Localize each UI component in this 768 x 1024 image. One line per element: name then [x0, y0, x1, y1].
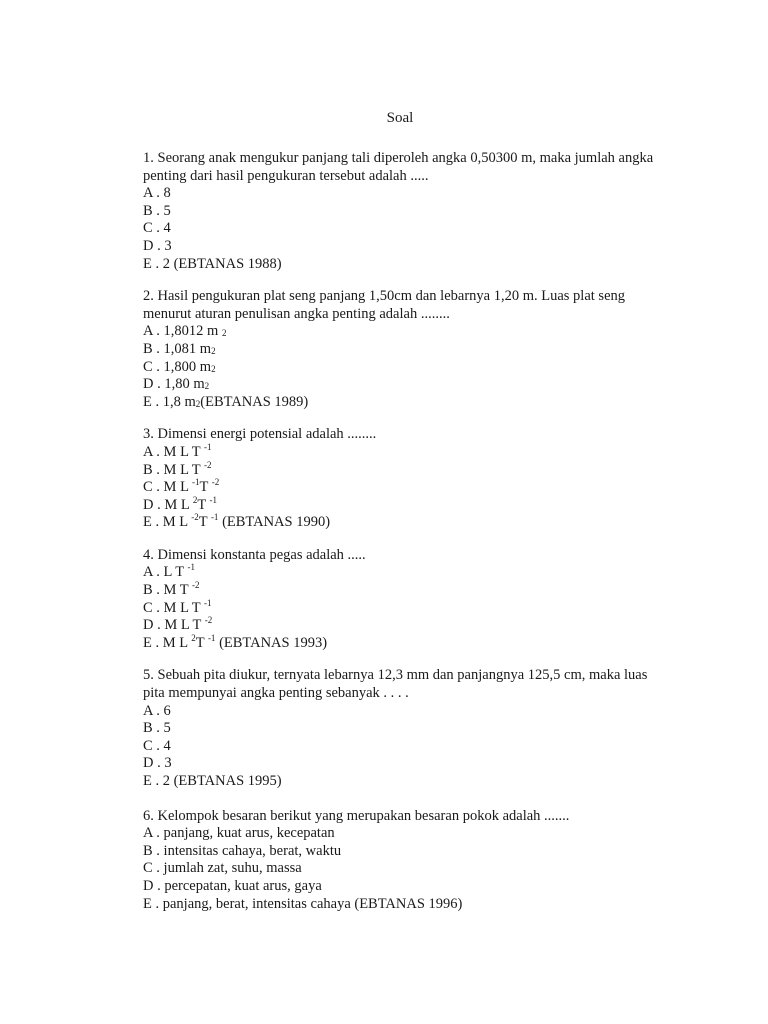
question-3-option-c — [143, 479, 663, 497]
question-1-option-c: C . 4 — [143, 220, 171, 237]
option-text: A . L T — [143, 564, 188, 581]
question-6-option-d: D . percepatan, kuat arus, gaya — [143, 877, 322, 894]
exponent: -2 — [211, 477, 220, 488]
question-2-option-a — [143, 323, 663, 341]
exponent: -2 — [203, 459, 212, 470]
question-5-option-c: C . 4 — [143, 737, 171, 754]
option-text: B . M L T — [143, 461, 204, 478]
question-2 — [143, 288, 663, 411]
question-2-option-b — [143, 341, 663, 359]
option-text: D . M L T — [143, 617, 205, 634]
question-1-stem: 1. Seorang anak mengukur panjang tali diperoleh angka 0,50300 m, maka jumlah angka penting dari hasil pengukuran tersebut adalah ..... — [143, 150, 654, 184]
source-label: (EBTANAS 1989) — [200, 393, 309, 410]
question-4-option-a — [143, 564, 663, 582]
question-5 — [143, 667, 663, 790]
option-text: T — [197, 496, 210, 513]
question-2-options — [143, 323, 663, 411]
option-text: B . 1,081 m — [143, 340, 212, 357]
question-3-option-e — [143, 514, 663, 532]
exponent: 2 — [192, 494, 198, 505]
question-1 — [143, 150, 663, 273]
exponent: -2 — [204, 615, 213, 626]
option-text: A . M L T — [143, 443, 204, 460]
exponent: -1 — [203, 441, 212, 452]
question-6 — [143, 808, 663, 914]
exponent: -2 — [191, 512, 199, 523]
question-1-option-e: E . 2 (EBTANAS 1988) — [143, 255, 282, 272]
question-2-option-c — [143, 359, 663, 377]
question-5-options — [143, 703, 663, 791]
question-6-options — [143, 825, 663, 913]
source-label: (EBTANAS 1993) — [215, 634, 328, 651]
question-5-option-b: B . 5 — [143, 720, 171, 737]
question-6-option-b: B . intensitas cahaya, berat, waktu — [143, 842, 342, 859]
question-2-option-e — [143, 394, 663, 412]
question-3 — [143, 426, 663, 532]
question-4-options — [143, 564, 663, 652]
unit-exponent: 2 — [221, 328, 227, 339]
option-text: D . 1,80 m — [143, 376, 205, 393]
option-text: T — [199, 479, 212, 496]
exponent: -1 — [192, 477, 200, 488]
question-5-option-d: D . 3 — [143, 755, 172, 772]
question-1-option-b: B . 5 — [143, 202, 171, 219]
exponent: -1 — [210, 512, 219, 523]
question-6-option-c: C . jumlah zat, suhu, massa — [143, 860, 302, 877]
question-5-option-e: E . 2 (EBTANAS 1995) — [143, 773, 282, 789]
option-text: C . M L T — [143, 599, 204, 616]
source-label: (EBTANAS 1990) — [218, 514, 331, 531]
option-text: C . M L — [143, 479, 193, 496]
unit-exponent: 2 — [211, 363, 216, 374]
option-text: E . M L — [143, 634, 192, 651]
page-title: Soal — [386, 110, 414, 126]
question-4-option-c — [143, 597, 663, 618]
question-2-option-d — [143, 376, 663, 394]
question-4-option-e — [143, 632, 663, 653]
question-6-stem: 6. Kelompok besaran berikut yang merupakan besaran pokok adalah ....... — [143, 807, 570, 824]
question-6-option-a: A . panjang, kuat arus, kecepatan — [143, 825, 335, 842]
option-text: C . 1,800 m — [143, 358, 212, 375]
question-5-stem: 5. Sebuah pita diukur, ternyata lebarnya 12,3 mm dan panjangnya 125,5 cm, maka luas pita mempunyai angka penting sebanyak . . . . — [143, 667, 648, 702]
question-3-options — [143, 441, 663, 532]
unit-exponent: 2 — [195, 398, 201, 409]
question-3-option-d — [143, 494, 663, 515]
option-text: E . 1,8 m — [143, 393, 196, 410]
question-6-option-e: E . panjang, berat, intensitas cahaya (EBTANAS 1996) — [143, 895, 463, 912]
question-list — [143, 150, 663, 928]
question-4-stem: 4. Dimensi konstanta pegas adalah ..... — [143, 546, 366, 563]
question-5-option-a: A . 6 — [143, 702, 171, 719]
question-3-option-a — [143, 441, 663, 462]
unit-exponent: 2 — [204, 381, 210, 392]
question-1-option-a: A . 8 — [143, 185, 171, 202]
exponent: -1 — [209, 494, 218, 505]
option-text: A . 1,8012 m — [143, 323, 222, 340]
option-text: T — [195, 634, 208, 651]
question-4-option-b — [143, 582, 663, 600]
exponent: -1 — [207, 632, 216, 643]
option-text: T — [198, 514, 211, 531]
question-4-option-d — [143, 617, 663, 635]
exponent: -1 — [203, 597, 212, 608]
option-text: B . M T — [143, 582, 193, 599]
question-4 — [143, 547, 663, 653]
question-2-stem: 2. Hasil pengukuran plat seng panjang 1,50cm dan lebarnya 1,20 m. Luas plat seng menurut aturan penulisan angka penting adalah ........ — [143, 288, 626, 322]
unit-exponent: 2 — [211, 345, 216, 356]
question-3-stem: 3. Dimensi energi potensial adalah ........ — [143, 426, 377, 443]
exponent: 2 — [191, 632, 196, 643]
question-1-options — [143, 185, 663, 273]
question-3-option-b — [143, 459, 663, 480]
exponent: -1 — [187, 562, 195, 573]
option-text: E . M L — [143, 514, 192, 531]
option-text: D . M L — [143, 496, 193, 513]
question-1-option-d: D . 3 — [143, 237, 172, 254]
exponent: -2 — [192, 580, 200, 591]
